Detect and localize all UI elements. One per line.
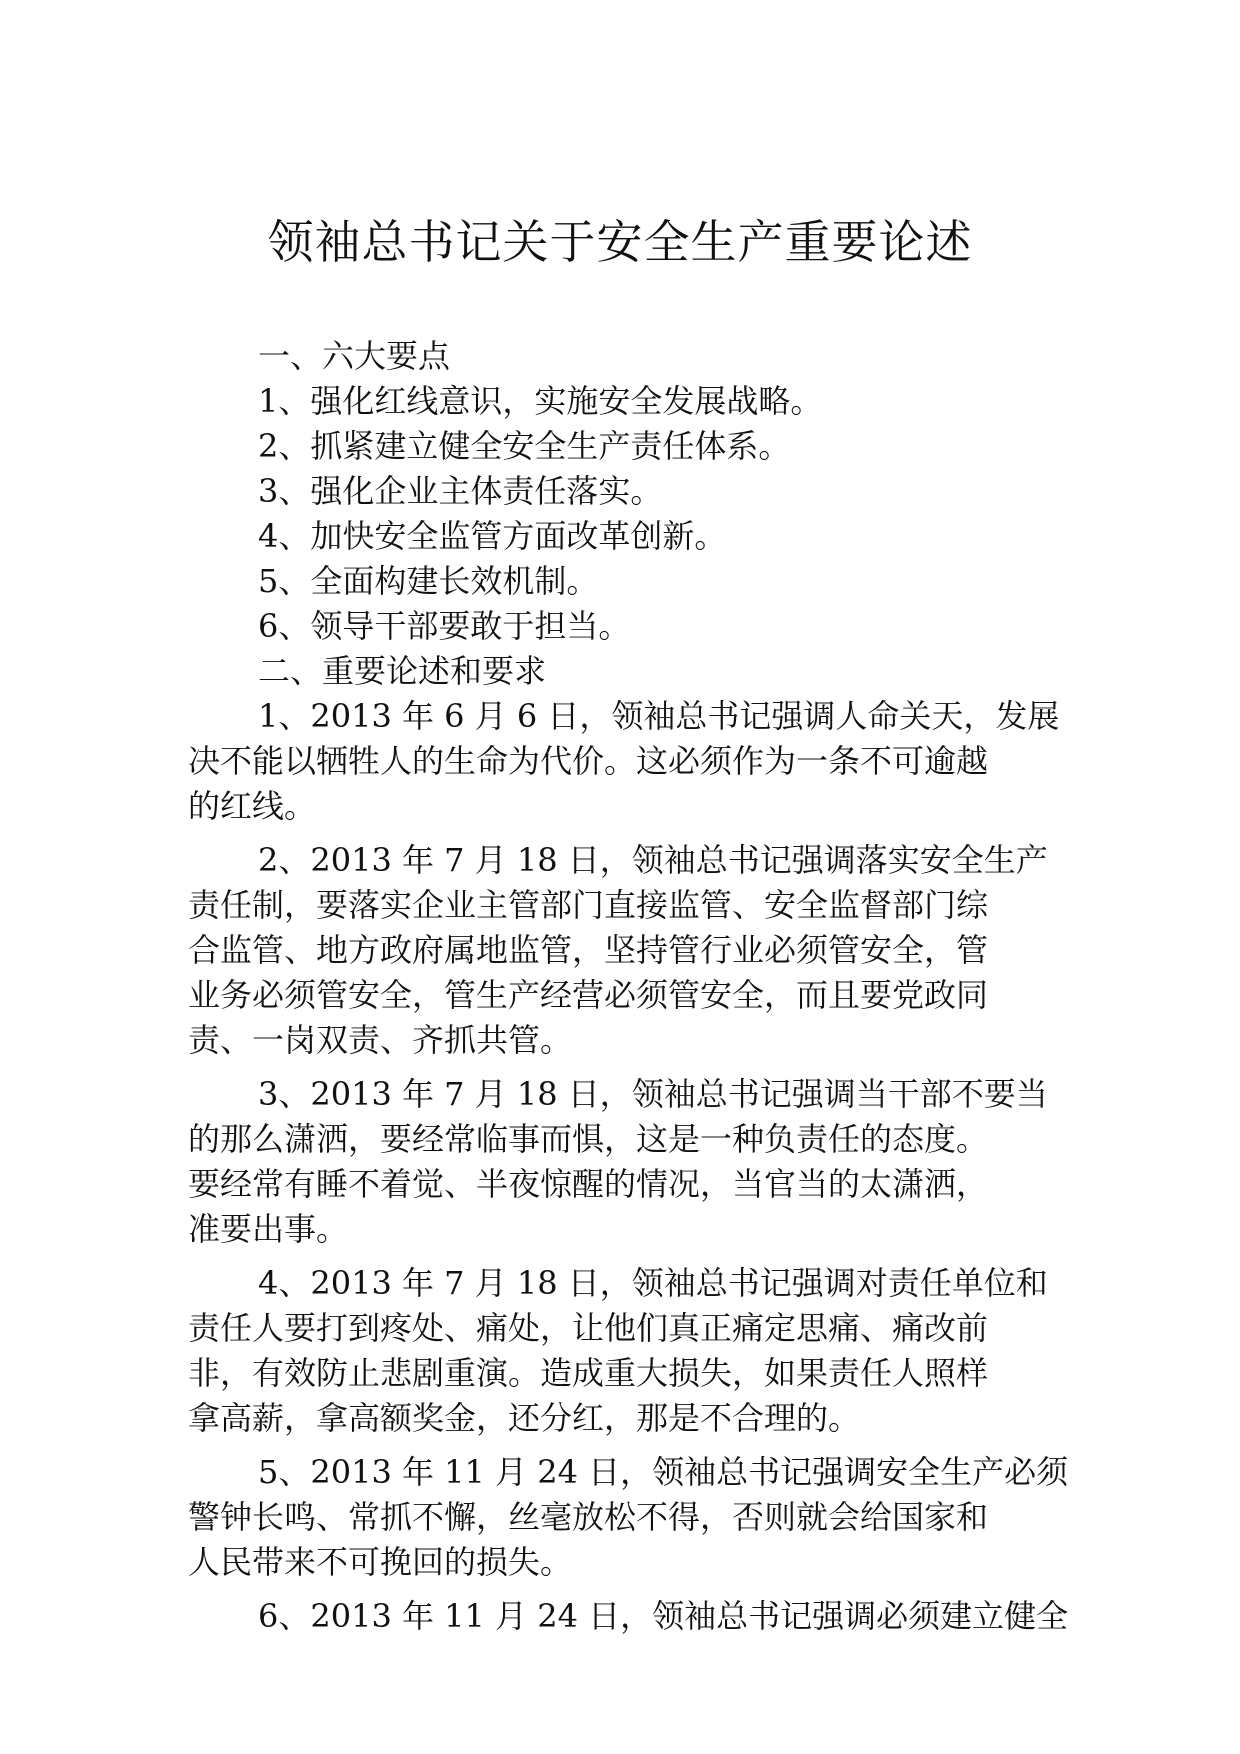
paragraph-line: 准要出事。: [188, 1210, 349, 1248]
list-item: 1、强化红线意识，实施安全发展战略。: [258, 382, 823, 420]
paragraph: [188, 1450, 1069, 1585]
section-heading: 一、六大要点: [258, 337, 451, 375]
paragraph-line: 责任制，要落实企业主管部门直接监管、安全监督部门综: [188, 886, 989, 924]
list-item: 5、全面构建长效机制。: [258, 562, 599, 600]
paragraph-line: 的红线。: [188, 787, 317, 825]
paragraph-line: 责、一岗双责、齐抓共管。: [188, 1021, 573, 1059]
section-heading: 二、重要论述和要求: [258, 652, 547, 690]
list-item: 3、强化企业主体责任落实。: [258, 472, 663, 510]
paragraph-line: 1、2013 年 6 月 6 日，领袖总书记强调人命关天，发展: [258, 697, 1060, 735]
paragraph-line: 责任人要打到疼处、痛处，让他们真正痛定思痛、痛改前: [188, 1309, 989, 1347]
paragraph: [188, 1594, 1069, 1639]
document-body: [188, 334, 1069, 1648]
paragraph-line: 人民带来不可挽回的损失。: [188, 1543, 573, 1581]
paragraph-line: 2、2013 年 7 月 18 日，领袖总书记强调落实安全生产: [258, 841, 1048, 879]
paragraph-line: 要经常有睡不着觉、半夜惊醒的情况，当官当的太潇洒，: [188, 1165, 989, 1203]
paragraph-line: 的那么潇洒，要经常临事而惧，这是一种负责任的态度。: [188, 1120, 989, 1158]
paragraph-line: 6、2013 年 11 月 24 日，领袖总书记强调必须建立健全: [258, 1597, 1069, 1635]
paragraph: [188, 694, 1060, 829]
list-item: 4、加快安全监管方面改革创新。: [258, 517, 727, 555]
page-title: 领袖总书记关于安全生产重要论述: [267, 215, 973, 269]
paragraph: [188, 1072, 1056, 1252]
paragraph-line: 警钟长鸣、常抓不懈，丝毫放松不得，否则就会给国家和: [188, 1498, 989, 1536]
list-item: 2、抓紧建立健全安全生产责任体系。: [258, 427, 791, 465]
paragraph-line: 拿高薪，拿高额奖金，还分红，那是不合理的。: [188, 1399, 861, 1437]
paragraph-line: 3、2013 年 7 月 18 日，领袖总书记强调当干部不要当: [258, 1075, 1048, 1113]
paragraph: [188, 838, 1056, 1063]
list-item: 6、领导干部要敢于担当。: [258, 607, 631, 645]
section-key-points: [188, 334, 1056, 694]
paragraph-line: 决不能以牺牲人的生命为代价。这必须作为一条不可逾越: [188, 742, 989, 780]
paragraph-line: 5、2013 年 11 月 24 日，领袖总书记强调安全生产必须: [258, 1453, 1069, 1491]
paragraph-line: 非，有效防止悲剧重演。造成重大损失，如果责任人照样: [188, 1354, 989, 1392]
paragraph-line: 业务必须管安全，管生产经营必须管安全，而且要党政同: [188, 976, 989, 1014]
paragraph-line: 合监管、地方政府属地监管，坚持管行业必须管安全，管: [188, 931, 989, 969]
paragraph-line: 4、2013 年 7 月 18 日，领袖总书记强调对责任单位和: [258, 1264, 1048, 1302]
section-discourses: [188, 694, 1069, 1639]
paragraph: [188, 1261, 1056, 1441]
